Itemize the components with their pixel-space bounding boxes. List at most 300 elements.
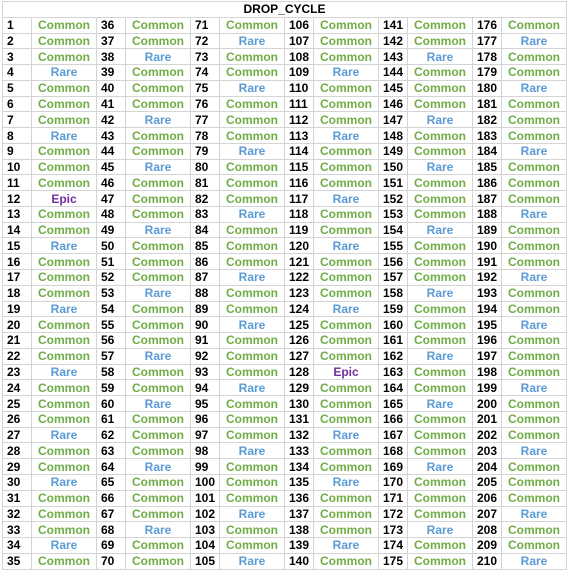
cycle-number-cell[interactable]: 52 xyxy=(97,270,126,286)
rarity-cell[interactable]: Common xyxy=(126,538,191,554)
cycle-number-cell[interactable]: 201 xyxy=(473,411,502,427)
rarity-cell[interactable]: Rare xyxy=(314,65,379,81)
rarity-cell[interactable]: Rare xyxy=(314,427,379,443)
rarity-cell[interactable]: Rare xyxy=(32,238,97,254)
cycle-number-cell[interactable]: 45 xyxy=(97,159,126,175)
rarity-cell[interactable]: Common xyxy=(502,522,567,538)
cycle-number-cell[interactable]: 181 xyxy=(473,96,502,112)
cycle-number-cell[interactable]: 183 xyxy=(473,128,502,144)
cycle-number-cell[interactable]: 12 xyxy=(3,191,32,207)
cycle-number-cell[interactable]: 209 xyxy=(473,538,502,554)
rarity-cell[interactable]: Rare xyxy=(220,380,285,396)
rarity-cell[interactable]: Rare xyxy=(502,443,567,459)
rarity-cell[interactable]: Common xyxy=(314,33,379,49)
rarity-cell[interactable]: Common xyxy=(220,49,285,65)
rarity-cell[interactable]: Common xyxy=(32,33,97,49)
rarity-cell[interactable]: Common xyxy=(32,333,97,349)
rarity-cell[interactable]: Epic xyxy=(314,364,379,380)
rarity-cell[interactable]: Common xyxy=(408,553,473,569)
cycle-number-cell[interactable]: 207 xyxy=(473,506,502,522)
rarity-cell[interactable]: Rare xyxy=(220,143,285,159)
cycle-number-cell[interactable]: 40 xyxy=(97,80,126,96)
rarity-cell[interactable]: Common xyxy=(32,49,97,65)
cycle-number-cell[interactable]: 6 xyxy=(3,96,32,112)
rarity-cell[interactable]: Rare xyxy=(32,474,97,490)
rarity-cell[interactable]: Common xyxy=(220,96,285,112)
cycle-number-cell[interactable]: 163 xyxy=(379,364,408,380)
cycle-number-cell[interactable]: 53 xyxy=(97,285,126,301)
rarity-cell[interactable]: Common xyxy=(220,128,285,144)
rarity-cell[interactable]: Common xyxy=(314,553,379,569)
cycle-number-cell[interactable]: 127 xyxy=(285,348,314,364)
cycle-number-cell[interactable]: 193 xyxy=(473,285,502,301)
cycle-number-cell[interactable]: 30 xyxy=(3,474,32,490)
cycle-number-cell[interactable]: 118 xyxy=(285,206,314,222)
rarity-cell[interactable]: Common xyxy=(220,427,285,443)
cycle-number-cell[interactable]: 90 xyxy=(191,317,220,333)
rarity-cell[interactable]: Rare xyxy=(126,112,191,128)
cycle-number-cell[interactable]: 138 xyxy=(285,522,314,538)
rarity-cell[interactable]: Common xyxy=(126,411,191,427)
cycle-number-cell[interactable]: 158 xyxy=(379,285,408,301)
cycle-number-cell[interactable]: 130 xyxy=(285,396,314,412)
cycle-number-cell[interactable]: 57 xyxy=(97,348,126,364)
cycle-number-cell[interactable]: 37 xyxy=(97,33,126,49)
cycle-number-cell[interactable]: 140 xyxy=(285,553,314,569)
cycle-number-cell[interactable]: 168 xyxy=(379,443,408,459)
rarity-cell[interactable]: Common xyxy=(220,538,285,554)
rarity-cell[interactable]: Common xyxy=(314,49,379,65)
cycle-number-cell[interactable]: 157 xyxy=(379,270,408,286)
rarity-cell[interactable]: Common xyxy=(220,348,285,364)
cycle-number-cell[interactable]: 13 xyxy=(3,206,32,222)
rarity-cell[interactable]: Rare xyxy=(220,506,285,522)
rarity-cell[interactable]: Rare xyxy=(502,80,567,96)
rarity-cell[interactable]: Rare xyxy=(220,270,285,286)
cycle-number-cell[interactable]: 22 xyxy=(3,348,32,364)
rarity-cell[interactable]: Common xyxy=(502,285,567,301)
rarity-cell[interactable]: Common xyxy=(32,522,97,538)
cycle-number-cell[interactable]: 124 xyxy=(285,301,314,317)
rarity-cell[interactable]: Common xyxy=(32,443,97,459)
cycle-number-cell[interactable]: 24 xyxy=(3,380,32,396)
cycle-number-cell[interactable]: 80 xyxy=(191,159,220,175)
rarity-cell[interactable]: Rare xyxy=(314,474,379,490)
rarity-cell[interactable]: Common xyxy=(220,396,285,412)
rarity-cell[interactable]: Common xyxy=(126,96,191,112)
rarity-cell[interactable]: Common xyxy=(126,80,191,96)
rarity-cell[interactable]: Common xyxy=(502,411,567,427)
rarity-cell[interactable]: Common xyxy=(32,17,97,33)
rarity-cell[interactable]: Common xyxy=(126,254,191,270)
cycle-number-cell[interactable]: 50 xyxy=(97,238,126,254)
cycle-number-cell[interactable]: 51 xyxy=(97,254,126,270)
rarity-cell[interactable]: Common xyxy=(32,380,97,396)
cycle-number-cell[interactable]: 85 xyxy=(191,238,220,254)
rarity-cell[interactable]: Common xyxy=(502,175,567,191)
rarity-cell[interactable]: Rare xyxy=(408,49,473,65)
cycle-number-cell[interactable]: 64 xyxy=(97,459,126,475)
cycle-number-cell[interactable]: 68 xyxy=(97,522,126,538)
rarity-cell[interactable]: Common xyxy=(502,65,567,81)
rarity-cell[interactable]: Common xyxy=(408,364,473,380)
cycle-number-cell[interactable]: 121 xyxy=(285,254,314,270)
cycle-number-cell[interactable]: 9 xyxy=(3,143,32,159)
cycle-number-cell[interactable]: 167 xyxy=(379,427,408,443)
cycle-number-cell[interactable]: 120 xyxy=(285,238,314,254)
rarity-cell[interactable]: Rare xyxy=(502,553,567,569)
cycle-number-cell[interactable]: 182 xyxy=(473,112,502,128)
rarity-cell[interactable]: Common xyxy=(126,427,191,443)
cycle-number-cell[interactable]: 205 xyxy=(473,474,502,490)
cycle-number-cell[interactable]: 133 xyxy=(285,443,314,459)
rarity-cell[interactable]: Rare xyxy=(126,459,191,475)
rarity-cell[interactable]: Common xyxy=(32,270,97,286)
rarity-cell[interactable]: Rare xyxy=(502,380,567,396)
rarity-cell[interactable]: Common xyxy=(126,65,191,81)
cycle-number-cell[interactable]: 170 xyxy=(379,474,408,490)
cycle-number-cell[interactable]: 179 xyxy=(473,65,502,81)
rarity-cell[interactable]: Common xyxy=(502,427,567,443)
cycle-number-cell[interactable]: 188 xyxy=(473,206,502,222)
rarity-cell[interactable]: Common xyxy=(126,301,191,317)
rarity-cell[interactable]: Common xyxy=(32,96,97,112)
rarity-cell[interactable]: Rare xyxy=(126,522,191,538)
cycle-number-cell[interactable]: 31 xyxy=(3,490,32,506)
cycle-number-cell[interactable]: 56 xyxy=(97,333,126,349)
cycle-number-cell[interactable]: 26 xyxy=(3,411,32,427)
rarity-cell[interactable]: Common xyxy=(32,348,97,364)
cycle-number-cell[interactable]: 101 xyxy=(191,490,220,506)
cycle-number-cell[interactable]: 166 xyxy=(379,411,408,427)
rarity-cell[interactable]: Common xyxy=(220,112,285,128)
cycle-number-cell[interactable]: 195 xyxy=(473,317,502,333)
cycle-number-cell[interactable]: 59 xyxy=(97,380,126,396)
rarity-cell[interactable]: Common xyxy=(408,380,473,396)
cycle-number-cell[interactable]: 151 xyxy=(379,175,408,191)
cycle-number-cell[interactable]: 55 xyxy=(97,317,126,333)
rarity-cell[interactable]: Common xyxy=(126,206,191,222)
cycle-number-cell[interactable]: 87 xyxy=(191,270,220,286)
cycle-number-cell[interactable]: 176 xyxy=(473,17,502,33)
cycle-number-cell[interactable]: 19 xyxy=(3,301,32,317)
cycle-number-cell[interactable]: 103 xyxy=(191,522,220,538)
cycle-number-cell[interactable]: 153 xyxy=(379,206,408,222)
rarity-cell[interactable]: Common xyxy=(314,380,379,396)
rarity-cell[interactable]: Rare xyxy=(220,206,285,222)
rarity-cell[interactable]: Rare xyxy=(220,553,285,569)
rarity-cell[interactable]: Common xyxy=(408,490,473,506)
cycle-number-cell[interactable]: 25 xyxy=(3,396,32,412)
cycle-number-cell[interactable]: 150 xyxy=(379,159,408,175)
cycle-number-cell[interactable]: 97 xyxy=(191,427,220,443)
rarity-cell[interactable]: Common xyxy=(502,49,567,65)
cycle-number-cell[interactable]: 86 xyxy=(191,254,220,270)
rarity-cell[interactable]: Common xyxy=(220,238,285,254)
cycle-number-cell[interactable]: 70 xyxy=(97,553,126,569)
cycle-number-cell[interactable]: 107 xyxy=(285,33,314,49)
cycle-number-cell[interactable]: 71 xyxy=(191,17,220,33)
rarity-cell[interactable]: Common xyxy=(502,222,567,238)
rarity-cell[interactable]: Common xyxy=(220,522,285,538)
cycle-number-cell[interactable]: 125 xyxy=(285,317,314,333)
cycle-number-cell[interactable]: 88 xyxy=(191,285,220,301)
rarity-cell[interactable]: Common xyxy=(502,364,567,380)
rarity-cell[interactable]: Common xyxy=(502,128,567,144)
rarity-cell[interactable]: Common xyxy=(408,96,473,112)
rarity-cell[interactable]: Common xyxy=(32,254,97,270)
cycle-number-cell[interactable]: 95 xyxy=(191,396,220,412)
cycle-number-cell[interactable]: 192 xyxy=(473,270,502,286)
cycle-number-cell[interactable]: 142 xyxy=(379,33,408,49)
rarity-cell[interactable]: Rare xyxy=(502,317,567,333)
rarity-cell[interactable]: Common xyxy=(32,317,97,333)
cycle-number-cell[interactable]: 112 xyxy=(285,112,314,128)
cycle-number-cell[interactable]: 3 xyxy=(3,49,32,65)
cycle-number-cell[interactable]: 33 xyxy=(3,522,32,538)
rarity-cell[interactable]: Common xyxy=(126,443,191,459)
rarity-cell[interactable]: Rare xyxy=(502,33,567,49)
rarity-cell[interactable]: Common xyxy=(314,143,379,159)
cycle-number-cell[interactable]: 159 xyxy=(379,301,408,317)
rarity-cell[interactable]: Common xyxy=(314,522,379,538)
rarity-cell[interactable]: Rare xyxy=(408,459,473,475)
rarity-cell[interactable]: Common xyxy=(314,254,379,270)
cycle-number-cell[interactable]: 191 xyxy=(473,254,502,270)
cycle-number-cell[interactable]: 28 xyxy=(3,443,32,459)
cycle-number-cell[interactable]: 43 xyxy=(97,128,126,144)
cycle-number-cell[interactable]: 152 xyxy=(379,191,408,207)
rarity-cell[interactable]: Common xyxy=(408,238,473,254)
rarity-cell[interactable]: Rare xyxy=(126,49,191,65)
cycle-number-cell[interactable]: 131 xyxy=(285,411,314,427)
rarity-cell[interactable]: Common xyxy=(314,80,379,96)
cycle-number-cell[interactable]: 115 xyxy=(285,159,314,175)
rarity-cell[interactable]: Common xyxy=(408,128,473,144)
cycle-number-cell[interactable]: 18 xyxy=(3,285,32,301)
rarity-cell[interactable]: Common xyxy=(408,443,473,459)
rarity-cell[interactable]: Common xyxy=(126,364,191,380)
rarity-cell[interactable]: Common xyxy=(126,317,191,333)
rarity-cell[interactable]: Common xyxy=(220,301,285,317)
rarity-cell[interactable]: Rare xyxy=(502,506,567,522)
cycle-number-cell[interactable]: 196 xyxy=(473,333,502,349)
cycle-number-cell[interactable]: 7 xyxy=(3,112,32,128)
cycle-number-cell[interactable]: 44 xyxy=(97,143,126,159)
cycle-number-cell[interactable]: 17 xyxy=(3,270,32,286)
rarity-cell[interactable]: Rare xyxy=(220,33,285,49)
cycle-number-cell[interactable]: 81 xyxy=(191,175,220,191)
rarity-cell[interactable]: Common xyxy=(32,411,97,427)
cycle-number-cell[interactable]: 117 xyxy=(285,191,314,207)
rarity-cell[interactable]: Common xyxy=(408,411,473,427)
rarity-cell[interactable]: Common xyxy=(408,301,473,317)
rarity-cell[interactable]: Rare xyxy=(220,80,285,96)
rarity-cell[interactable]: Common xyxy=(314,175,379,191)
rarity-cell[interactable]: Rare xyxy=(314,128,379,144)
rarity-cell[interactable]: Common xyxy=(126,175,191,191)
cycle-number-cell[interactable]: 173 xyxy=(379,522,408,538)
rarity-cell[interactable]: Common xyxy=(314,17,379,33)
cycle-number-cell[interactable]: 175 xyxy=(379,553,408,569)
cycle-number-cell[interactable]: 161 xyxy=(379,333,408,349)
rarity-cell[interactable]: Common xyxy=(220,333,285,349)
cycle-number-cell[interactable]: 114 xyxy=(285,143,314,159)
cycle-number-cell[interactable]: 128 xyxy=(285,364,314,380)
rarity-cell[interactable]: Common xyxy=(502,301,567,317)
rarity-cell[interactable]: Common xyxy=(220,285,285,301)
cycle-number-cell[interactable]: 39 xyxy=(97,65,126,81)
rarity-cell[interactable]: Common xyxy=(314,96,379,112)
cycle-number-cell[interactable]: 210 xyxy=(473,553,502,569)
rarity-cell[interactable]: Common xyxy=(126,33,191,49)
cycle-number-cell[interactable]: 185 xyxy=(473,159,502,175)
cycle-number-cell[interactable]: 32 xyxy=(3,506,32,522)
rarity-cell[interactable]: Common xyxy=(502,348,567,364)
cycle-number-cell[interactable]: 16 xyxy=(3,254,32,270)
rarity-cell[interactable]: Common xyxy=(314,490,379,506)
rarity-cell[interactable]: Common xyxy=(32,175,97,191)
rarity-cell[interactable]: Common xyxy=(502,396,567,412)
cycle-number-cell[interactable]: 75 xyxy=(191,80,220,96)
rarity-cell[interactable]: Rare xyxy=(32,427,97,443)
cycle-number-cell[interactable]: 60 xyxy=(97,396,126,412)
cycle-number-cell[interactable]: 92 xyxy=(191,348,220,364)
rarity-cell[interactable]: Common xyxy=(408,474,473,490)
cycle-number-cell[interactable]: 122 xyxy=(285,270,314,286)
cycle-number-cell[interactable]: 206 xyxy=(473,490,502,506)
rarity-cell[interactable]: Common xyxy=(314,506,379,522)
cycle-number-cell[interactable]: 145 xyxy=(379,80,408,96)
rarity-cell[interactable]: Common xyxy=(32,112,97,128)
cycle-number-cell[interactable]: 169 xyxy=(379,459,408,475)
rarity-cell[interactable]: Common xyxy=(126,490,191,506)
cycle-number-cell[interactable]: 148 xyxy=(379,128,408,144)
rarity-cell[interactable]: Common xyxy=(502,333,567,349)
cycle-number-cell[interactable]: 27 xyxy=(3,427,32,443)
rarity-cell[interactable]: Rare xyxy=(126,159,191,175)
rarity-cell[interactable]: Rare xyxy=(32,128,97,144)
rarity-cell[interactable]: Rare xyxy=(408,222,473,238)
rarity-cell[interactable]: Common xyxy=(314,333,379,349)
rarity-cell[interactable]: Common xyxy=(408,333,473,349)
rarity-cell[interactable]: Rare xyxy=(126,348,191,364)
cycle-number-cell[interactable]: 200 xyxy=(473,396,502,412)
rarity-cell[interactable]: Epic xyxy=(32,191,97,207)
cycle-number-cell[interactable]: 202 xyxy=(473,427,502,443)
rarity-cell[interactable]: Rare xyxy=(314,238,379,254)
rarity-cell[interactable]: Common xyxy=(32,80,97,96)
rarity-cell[interactable]: Rare xyxy=(32,65,97,81)
rarity-cell[interactable]: Rare xyxy=(408,522,473,538)
cycle-number-cell[interactable]: 199 xyxy=(473,380,502,396)
cycle-number-cell[interactable]: 160 xyxy=(379,317,408,333)
cycle-number-cell[interactable]: 197 xyxy=(473,348,502,364)
cycle-number-cell[interactable]: 104 xyxy=(191,538,220,554)
rarity-cell[interactable]: Common xyxy=(126,17,191,33)
cycle-number-cell[interactable]: 79 xyxy=(191,143,220,159)
rarity-cell[interactable]: Common xyxy=(502,538,567,554)
cycle-number-cell[interactable]: 139 xyxy=(285,538,314,554)
cycle-number-cell[interactable]: 198 xyxy=(473,364,502,380)
cycle-number-cell[interactable]: 46 xyxy=(97,175,126,191)
rarity-cell[interactable]: Common xyxy=(502,238,567,254)
rarity-cell[interactable]: Common xyxy=(314,206,379,222)
cycle-number-cell[interactable]: 144 xyxy=(379,65,408,81)
cycle-number-cell[interactable]: 96 xyxy=(191,411,220,427)
cycle-number-cell[interactable]: 94 xyxy=(191,380,220,396)
cycle-number-cell[interactable]: 66 xyxy=(97,490,126,506)
rarity-cell[interactable]: Rare xyxy=(126,222,191,238)
cycle-number-cell[interactable]: 171 xyxy=(379,490,408,506)
cycle-number-cell[interactable]: 165 xyxy=(379,396,408,412)
cycle-number-cell[interactable]: 84 xyxy=(191,222,220,238)
cycle-number-cell[interactable]: 113 xyxy=(285,128,314,144)
cycle-number-cell[interactable]: 69 xyxy=(97,538,126,554)
rarity-cell[interactable]: Common xyxy=(32,285,97,301)
rarity-cell[interactable]: Common xyxy=(220,17,285,33)
table-title[interactable]: DROP_CYCLE xyxy=(3,2,567,18)
cycle-number-cell[interactable]: 172 xyxy=(379,506,408,522)
cycle-number-cell[interactable]: 99 xyxy=(191,459,220,475)
rarity-cell[interactable]: Common xyxy=(220,364,285,380)
rarity-cell[interactable]: Common xyxy=(126,238,191,254)
cycle-number-cell[interactable]: 1 xyxy=(3,17,32,33)
rarity-cell[interactable]: Rare xyxy=(502,206,567,222)
rarity-cell[interactable]: Common xyxy=(126,333,191,349)
cycle-number-cell[interactable]: 102 xyxy=(191,506,220,522)
cycle-number-cell[interactable]: 73 xyxy=(191,49,220,65)
rarity-cell[interactable]: Common xyxy=(314,270,379,286)
cycle-number-cell[interactable]: 20 xyxy=(3,317,32,333)
cycle-number-cell[interactable]: 126 xyxy=(285,333,314,349)
cycle-number-cell[interactable]: 190 xyxy=(473,238,502,254)
cycle-number-cell[interactable]: 21 xyxy=(3,333,32,349)
rarity-cell[interactable]: Rare xyxy=(32,364,97,380)
cycle-number-cell[interactable]: 134 xyxy=(285,459,314,475)
cycle-number-cell[interactable]: 77 xyxy=(191,112,220,128)
cycle-number-cell[interactable]: 93 xyxy=(191,364,220,380)
cycle-number-cell[interactable]: 147 xyxy=(379,112,408,128)
rarity-cell[interactable]: Common xyxy=(126,380,191,396)
cycle-number-cell[interactable]: 164 xyxy=(379,380,408,396)
cycle-number-cell[interactable]: 110 xyxy=(285,80,314,96)
cycle-number-cell[interactable]: 4 xyxy=(3,65,32,81)
rarity-cell[interactable]: Common xyxy=(126,270,191,286)
rarity-cell[interactable]: Common xyxy=(408,80,473,96)
cycle-number-cell[interactable]: 129 xyxy=(285,380,314,396)
cycle-number-cell[interactable]: 203 xyxy=(473,443,502,459)
rarity-cell[interactable]: Rare xyxy=(314,301,379,317)
cycle-number-cell[interactable]: 208 xyxy=(473,522,502,538)
rarity-cell[interactable]: Rare xyxy=(408,348,473,364)
rarity-cell[interactable]: Common xyxy=(220,459,285,475)
cycle-number-cell[interactable]: 76 xyxy=(191,96,220,112)
rarity-cell[interactable]: Common xyxy=(32,143,97,159)
rarity-cell[interactable]: Rare xyxy=(314,538,379,554)
cycle-number-cell[interactable]: 91 xyxy=(191,333,220,349)
rarity-cell[interactable]: Common xyxy=(502,474,567,490)
cycle-number-cell[interactable]: 47 xyxy=(97,191,126,207)
rarity-cell[interactable]: Common xyxy=(502,17,567,33)
cycle-number-cell[interactable]: 38 xyxy=(97,49,126,65)
cycle-number-cell[interactable]: 14 xyxy=(3,222,32,238)
cycle-number-cell[interactable]: 98 xyxy=(191,443,220,459)
cycle-number-cell[interactable]: 156 xyxy=(379,254,408,270)
cycle-number-cell[interactable]: 49 xyxy=(97,222,126,238)
cycle-number-cell[interactable]: 149 xyxy=(379,143,408,159)
cycle-number-cell[interactable]: 10 xyxy=(3,159,32,175)
